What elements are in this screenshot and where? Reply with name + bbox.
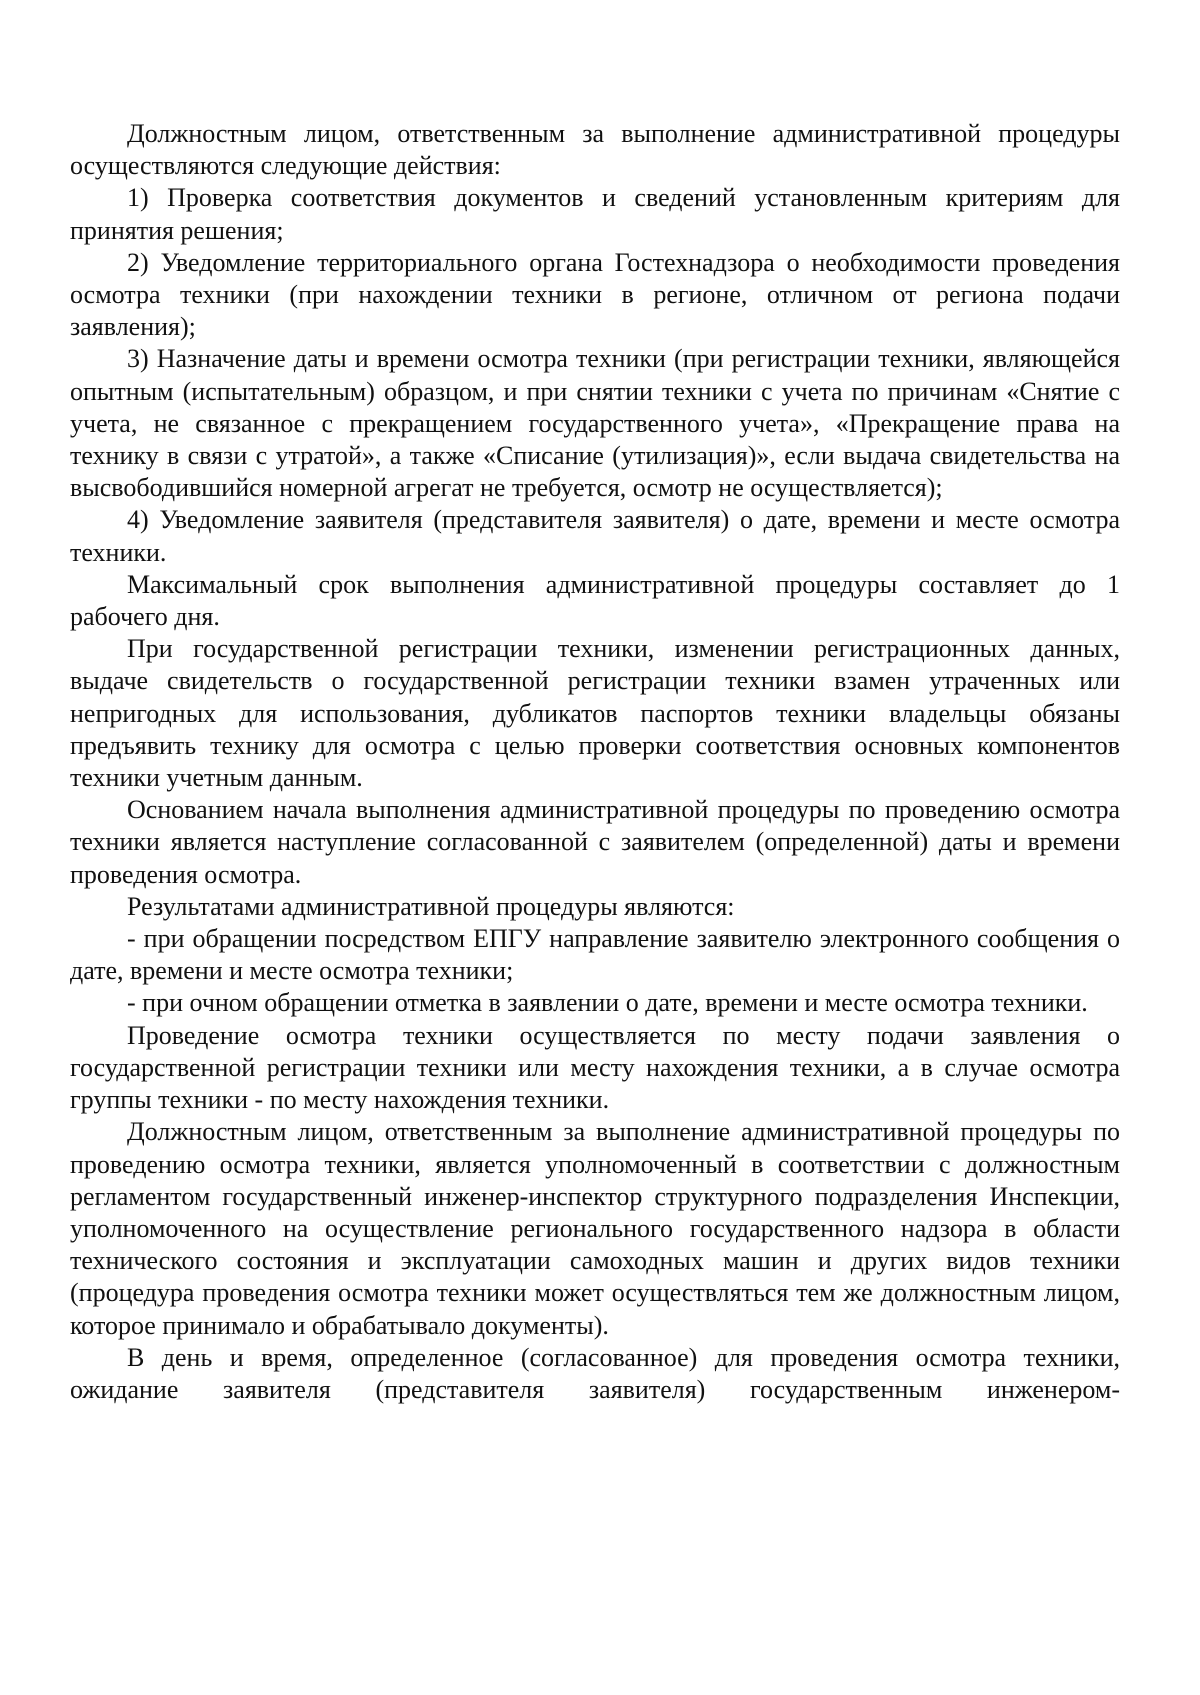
paragraph-max-duration: Максимальный срок выполнения административной процедуры составляет до 1 рабочего дня. xyxy=(70,569,1120,632)
paragraph-inspection-location: Проведение осмотра техники осуществляется по месту подачи заявления о государственной регистрации техники или месту нахождения техники, а в случае осмотра группы техники - по месту нахождения техники. xyxy=(70,1020,1120,1115)
paragraph-step-1-check-documents: 1) Проверка соответствия документов и сведений установленным критериям для принятия решения; xyxy=(70,183,1120,245)
paragraph-result-epgu: - при обращении посредством ЕПГУ направление заявителю электронного сообщения о дате, времени и месте осмотра техники; xyxy=(70,924,1120,986)
paragraph-result-in-person: - при очном обращении отметка в заявлении о дате, времени и месте осмотра техники. xyxy=(127,988,1088,1018)
paragraph-grounds-for-start: Основанием начала выполнения административной процедуры по проведению осмотра техники является наступление согласованной с заявителем (определенной) даты и времени проведения осмотра. xyxy=(70,795,1120,889)
paragraph-responsible-official-actions: Должностным лицом, ответственным за выполнение административной процедуры осуществляются следующие действия: xyxy=(70,119,1120,181)
paragraph-step-2-notify-gostekhnadzor: 2) Уведомление территориального органа Гостехнадзора о необходимости проведения осмотра техники (при нахождении техники в регионе, отличном от региона подачи заявления); xyxy=(70,247,1120,342)
paragraph-step-3-schedule-inspection: 3) Назначение даты и времени осмотра техники (при регистрации техники, являющейся опытным (испытательным) образцом, и при снятии техники с учета по причинам «Снятие с учета, не связанное с прекращением государственного учета», «Прекращение права на технику в связи с утратой», а также «Списание (утилизация)», если выдача свидетельства на высвободившийся номерной агрегат не требуется, осмотр не осуществляется); xyxy=(70,344,1120,503)
document-body xyxy=(70,118,1120,1406)
paragraph-owner-obligation: При государственной регистрации техники, изменении регистрационных данных, выдаче свидетельств о государственной регистрации техники взамен утраченных или непригодных для использования, дубликатов паспортов техники владельцы обязаны предъявить технику для осмотра с целью проверки соответствия основных компонентов техники учетным данным. xyxy=(70,634,1120,793)
paragraph-step-4-notify-applicant: 4) Уведомление заявителя (представителя заявителя) о дате, времени и месте осмотра техники. xyxy=(70,505,1120,567)
paragraph-results-intro: Результатами административной процедуры являются: xyxy=(127,891,735,921)
paragraph-inspection-day: В день и время, определенное (согласованное) для проведения осмотра техники, ожидание заявителя (представителя заявителя) государственным инженером- xyxy=(70,1342,1120,1404)
paragraph-inspection-official: Должностным лицом, ответственным за выполнение административной процедуры по проведению осмотра техники, является уполномоченный в соответствии с должностным регламентом государственный инженер-инспектор структурного подразделения Инспекции, уполномоченного на осуществление регионального государственного надзора в области технического состояния и эксплуатации самоходных машин и других видов техники (процедура проведения осмотра техники может осуществляться тем же должностным лицом, которое принимало и обрабатывало документы). xyxy=(70,1117,1120,1340)
